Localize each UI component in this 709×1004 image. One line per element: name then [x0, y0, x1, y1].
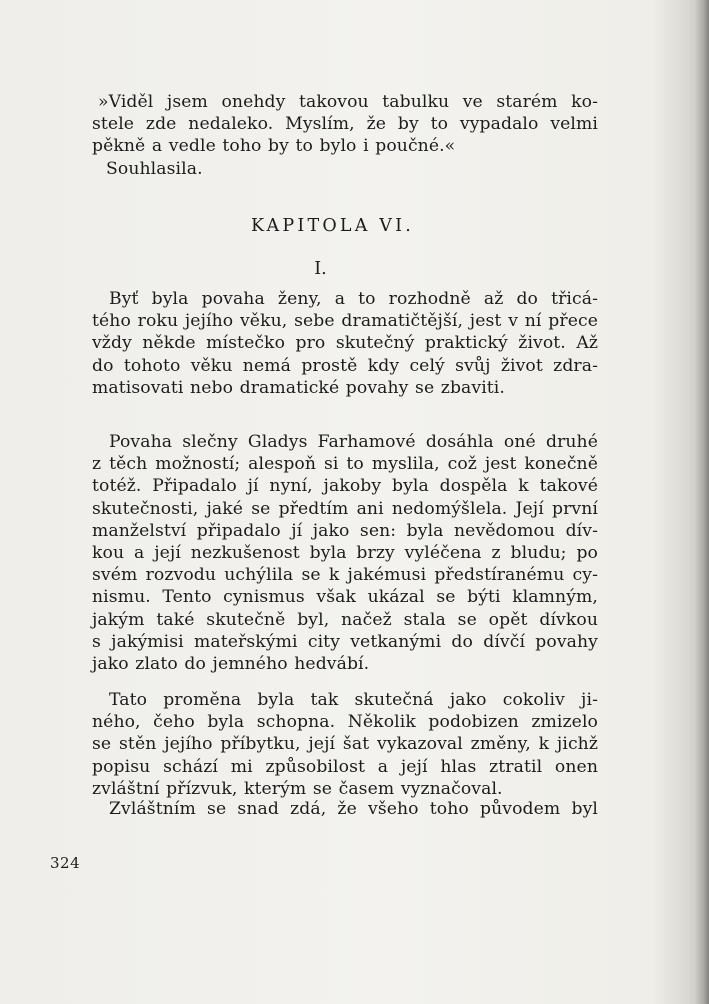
paragraph	[92, 689, 598, 800]
paragraph	[92, 431, 598, 675]
text-line: »Viděl jsem onehdy takovou tabulku ve starém ko-	[98, 92, 598, 112]
text-line: kou a její nezkušenost byla brzy vyléčena z bludu; po	[92, 542, 598, 563]
text-line: Tato proměna byla tak skutečná jako cokoliv ji-	[109, 690, 598, 710]
text-line: jakým také skutečně byl, načež stala se opět dívkou	[92, 609, 598, 630]
text-line: s jakýmisi mateřskými city vetkanými do dívčí povahy	[92, 631, 598, 652]
text-line: do tohoto věku nemá prostě kdy celý svůj život zdra-	[92, 355, 598, 376]
paragraph	[92, 288, 598, 399]
page-number: 324	[50, 854, 81, 872]
text-line: Povaha slečny Gladys Farhamové dosáhla oné druhé	[109, 432, 598, 452]
text-line: zvláštní přízvuk, kterým se časem vyznačoval.	[92, 778, 503, 799]
page-binding-shadow	[695, 0, 709, 1004]
paragraph-dialogue	[92, 91, 598, 180]
paragraph	[92, 798, 598, 820]
text-line: jako zlato do jemného hedvábí.	[92, 653, 370, 674]
text-line: svém rozvodu uchýlila se k jakémusi předstíranému cy-	[92, 565, 598, 586]
text-line: se stěn jejího příbytku, její šat vykazoval změny, k jichž	[92, 734, 598, 755]
text-line: matisovati nebo dramatické povahy se zbaviti.	[92, 377, 505, 398]
text-line: z těch možností; alespoň si to myslila, což jest konečně	[92, 454, 598, 475]
text-line: stele zde nedaleko. Myslím, že by to vypadalo velmi	[92, 114, 598, 135]
text-line: vždy někde místečko pro skutečný praktický život. Až	[92, 333, 598, 354]
text-line: nismu. Tento cynismus však ukázal se býti klamným,	[92, 587, 598, 608]
text-line: pěkně a vedle toho by to bylo i poučné.«	[92, 136, 456, 157]
text-line: popisu schází mi způsobilost a její hlas ztratil onen	[92, 756, 598, 777]
section-number: I.	[314, 259, 327, 279]
text-line: tého roku jejího věku, sebe dramatičtější, jest v ní přece	[92, 311, 598, 332]
text-line: skutečnosti, jaké se předtím ani nedomýšlela. Její první	[92, 498, 598, 519]
text-line: Byť byla povaha ženy, a to rozhodně až do třicá-	[109, 289, 598, 309]
text-line: totéž. Připadalo jí nyní, jakoby byla dospěla k takové	[92, 476, 598, 497]
text-line: Zvláštním se snad zdá, že všeho toho původem byl	[109, 799, 598, 819]
text-line: ného, čeho byla schopna. Několik podobizen zmizelo	[92, 712, 598, 733]
text-line: manželství připadalo jí jako sen: byla nevědomou dív-	[92, 520, 598, 541]
chapter-heading: KAPITOLA VI.	[250, 216, 415, 236]
text-line: Souhlasila.	[106, 158, 203, 179]
